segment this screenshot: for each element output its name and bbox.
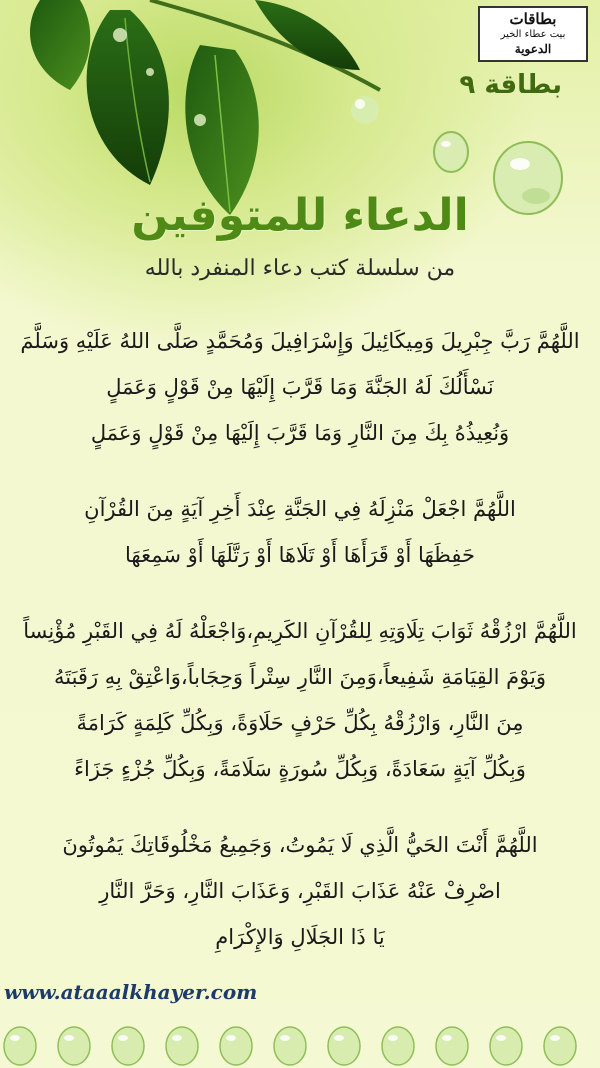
dua-line: اللَّهُمَّ اجْعَلْ مَنْزِلَهُ فِي الجَنَّةِ عِنْدَ أَخِرِ آيَةٍ مِنَ القُرْآنِ bbox=[84, 497, 516, 521]
dua-line: اللَّهُمَّ ارْزُقْهُ ثَوَابَ تِلَاوَتِهِ لِلقُرْآنِ الكَرِيمِ،وَاجْعَلْهُ لَهُ فِي القَبْرِ مُؤْنِساً bbox=[23, 619, 577, 643]
card-number: بطاقة ٩ bbox=[459, 70, 562, 100]
water-drops-border bbox=[0, 1012, 600, 1068]
dua-line: نَسْأَلُكَ لَهُ الجَنَّةَ وَمَا قَرَّبَ إِلَيْهَا مِنْ قَوْلٍ وَعَمَلٍ bbox=[106, 375, 494, 399]
logo-line-3: الدعوية bbox=[514, 42, 552, 56]
dua-line: اصْرِفْ عَنْهُ عَذَابَ القَبْرِ، وَعَذَابَ النَّارِ، وَحَرَّ النَّارِ bbox=[99, 879, 501, 903]
website-link[interactable]: www.ataaalkhayer.com bbox=[4, 980, 258, 1004]
dua-line: اللَّهُمَّ رَبَّ جِبْرِيلَ وَمِيكَائِيلَ وَإِسْرَافِيلَ وَمُحَمَّدٍ صَلَّى اللهُ عَلَيْهِ وَسَلَّمَ bbox=[20, 329, 580, 353]
dua-line: اللَّهُمَّ أَنْتَ الحَيُّ الَّذِي لَا يَمُوتُ، وَجَمِيعُ مَخْلُوقَاتِكَ يَمُوتُونَ bbox=[62, 833, 538, 857]
page-subtitle: من سلسلة كتب دعاء المنفرد بالله bbox=[144, 256, 456, 281]
water-drop-icon bbox=[432, 130, 470, 174]
logo-line-1: بطاقات bbox=[509, 10, 557, 28]
dua-line: وَبِكُلِّ آيَةٍ سَعَادَةً، وَبِكُلِّ سُورَةٍ سَلَامَةً، وَبِكُلِّ جُزْءٍ جَزَاءً bbox=[74, 757, 526, 781]
dua-line: وَنُعِيذُهُ بِكَ مِنَ النَّارِ وَمَا قَرَّبَ إِلَيْهَا مِنْ قَوْلٍ وَعَمَلٍ bbox=[90, 421, 510, 445]
dua-text bbox=[10, 318, 590, 960]
logo-line-2: بيت عطاء الخير bbox=[500, 29, 566, 40]
dua-line: وَيَوْمَ القِيَامَةِ شَفِيعاً،وَمِنَ النَّارِ سِتْراً وَحِجَاباً،وَاعْتِقْ بِهِ رَقَبَتَهُ bbox=[53, 665, 547, 689]
logo bbox=[478, 6, 588, 62]
dua-line: يَا ذَا الجَلَالِ وَالإِكْرَامِ bbox=[215, 925, 385, 949]
dua-line: حَفِظَهَا أَوْ قَرَأَهَا أَوْ تَلَاهَا أَوْ رَتَّلَهَا أَوْ سَمِعَهَا bbox=[125, 543, 475, 567]
page-title: الدعاء للمتوفين bbox=[131, 190, 469, 241]
dua-line: مِنَ النَّارِ، وَارْزُقْهُ بِكُلِّ حَرْفٍ حَلَاوَةً، وَبِكُلِّ كَلِمَةٍ كَرَامَةً bbox=[76, 711, 524, 735]
